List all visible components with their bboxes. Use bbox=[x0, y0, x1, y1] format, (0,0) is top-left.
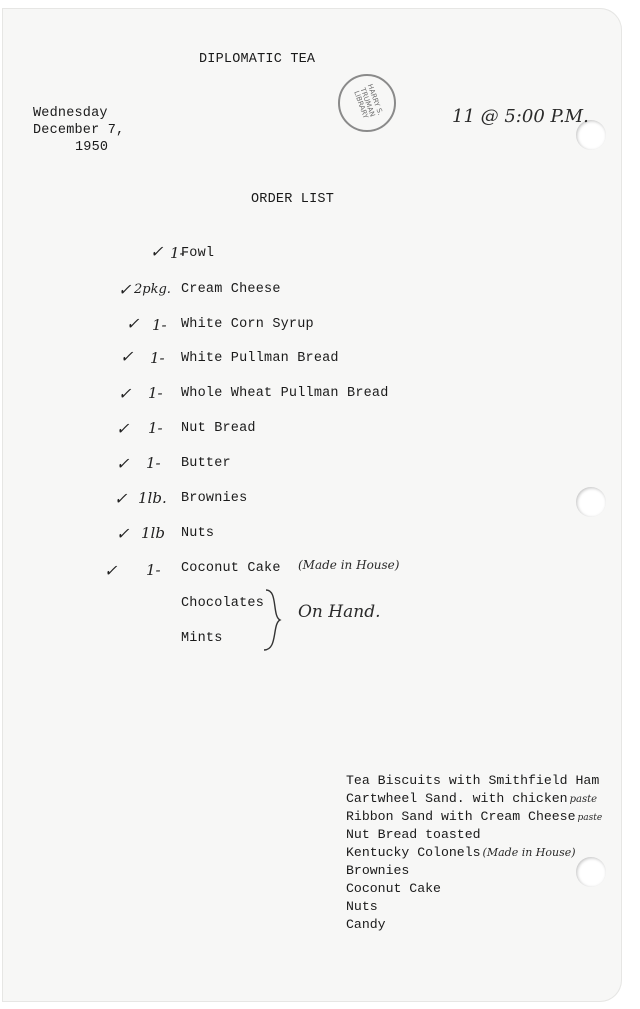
time-note: 11 @ 5:00 P.M. bbox=[452, 106, 589, 127]
quantity-note: 1lb. bbox=[138, 489, 167, 507]
quantity-note: 1- bbox=[148, 384, 163, 402]
quantity-note: 1- bbox=[150, 349, 165, 367]
menu-line-text: Kentucky Colonels bbox=[346, 845, 481, 860]
menu-line bbox=[346, 808, 602, 828]
check-mark: ✓ bbox=[126, 314, 140, 333]
quantity-note: 1- bbox=[170, 244, 185, 262]
punch-hole-middle bbox=[576, 487, 606, 517]
quantity-note: 1- bbox=[148, 419, 163, 437]
library-stamp-text: HARRY S. TRUMAN LIBRARY bbox=[351, 83, 385, 121]
check-mark: ✓ bbox=[120, 347, 134, 366]
menu-line: Candy bbox=[346, 917, 386, 932]
order-item: Nuts bbox=[181, 526, 215, 541]
menu-line-text: Cheese bbox=[528, 809, 576, 824]
quantity-note: 2pkg. bbox=[134, 282, 171, 297]
order-item: Fowl bbox=[181, 246, 215, 261]
cream-paste-note: paste bbox=[577, 813, 603, 823]
menu-line-text: Ribbon Sand with Cream bbox=[346, 809, 521, 824]
date-weekday: Wednesday bbox=[33, 106, 108, 121]
check-mark: ✓ bbox=[116, 419, 130, 438]
check-mark: ✓ bbox=[114, 489, 128, 508]
chicken-paste-note: paste bbox=[569, 794, 598, 805]
date-month-day: December 7, bbox=[33, 123, 125, 138]
on-hand-note: On Hand. bbox=[298, 602, 381, 622]
quantity-note: 1- bbox=[152, 316, 167, 334]
made-in-house-note: (Made in House) bbox=[298, 558, 400, 572]
menu-line-text: Cartwheel Sand. with chicken bbox=[346, 791, 568, 806]
section-title: ORDER LIST bbox=[251, 192, 335, 207]
on-hand-item: Chocolates bbox=[181, 596, 265, 611]
colonels-note: (Made in House) bbox=[482, 846, 576, 859]
quantity-note: 1lb bbox=[141, 524, 165, 542]
order-item: Butter bbox=[181, 456, 231, 471]
menu-line: Nut Bread toasted bbox=[346, 827, 481, 842]
order-item: White Pullman Bread bbox=[181, 351, 339, 366]
check-mark: ✓ bbox=[116, 524, 130, 543]
check-mark: ✓ bbox=[118, 384, 132, 403]
menu-line: Nuts bbox=[346, 899, 378, 914]
order-item: Whole Wheat Pullman Bread bbox=[181, 386, 389, 401]
order-item: Nut Bread bbox=[181, 421, 256, 436]
check-mark: ✓ bbox=[104, 561, 118, 580]
punch-hole-bottom bbox=[576, 857, 606, 887]
order-item: Cream Cheese bbox=[181, 282, 281, 297]
menu-line: Tea Biscuits with Smithfield Ham bbox=[346, 773, 600, 788]
menu-line bbox=[346, 790, 597, 809]
date-year: 1950 bbox=[75, 140, 109, 155]
check-mark: ✓ bbox=[116, 454, 130, 473]
library-stamp bbox=[338, 74, 396, 132]
menu-line: Coconut Cake bbox=[346, 881, 441, 896]
order-item: Brownies bbox=[181, 491, 248, 506]
on-hand-item: Mints bbox=[181, 631, 223, 646]
menu-line: Brownies bbox=[346, 863, 410, 878]
order-item: Coconut Cake bbox=[181, 561, 281, 576]
document-title: DIPLOMATIC TEA bbox=[199, 52, 316, 67]
order-item: White Corn Syrup bbox=[181, 317, 314, 332]
check-mark: ✓ bbox=[118, 280, 132, 299]
check-mark: ✓ bbox=[150, 242, 164, 261]
brace-mark bbox=[262, 588, 284, 652]
menu-line bbox=[346, 844, 576, 862]
quantity-note: 1- bbox=[146, 561, 161, 579]
quantity-note: 1- bbox=[146, 454, 161, 472]
